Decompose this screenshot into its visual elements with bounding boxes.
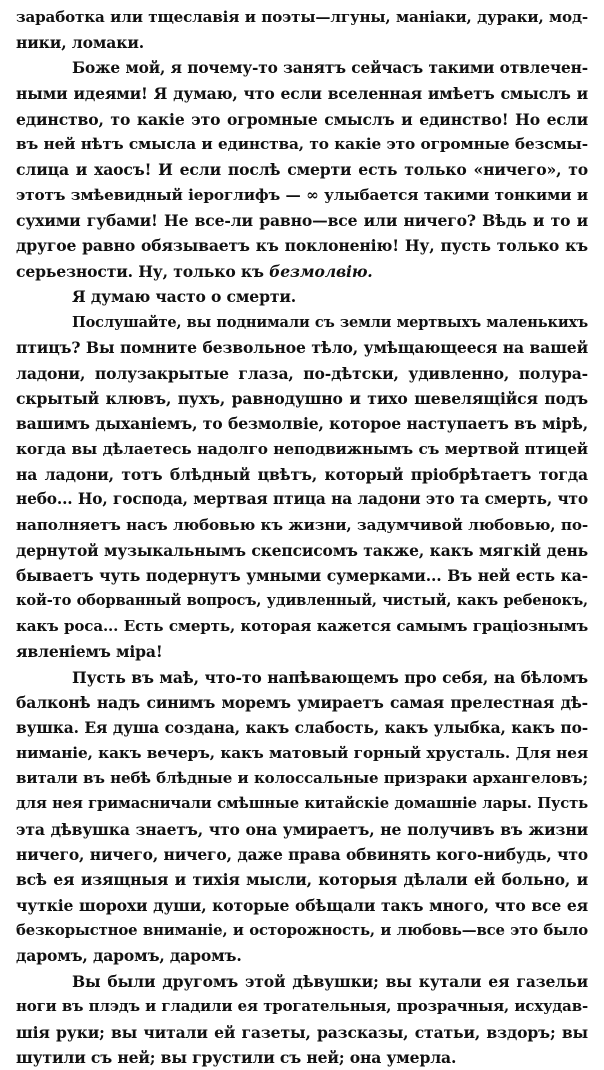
text-line: Пусть въ маѣ, что-то напѣвающемъ про себя, на бѣломъ — [72, 667, 588, 687]
text-line: другое равно обязываетъ къ поклоненію! Ну, пусть только къ — [16, 236, 588, 256]
text-line: ладони, полузакрытые глаза, по-дѣтски, удивленно, полура- — [16, 363, 588, 383]
text-line — [16, 259, 588, 284]
text-line: на ладони, тотъ блѣдный цвѣтъ, который пріобрѣтаетъ тогда — [16, 464, 588, 484]
text-line: дернутой музыкальнымъ скепсисомъ также, какъ мягкій день — [16, 540, 588, 560]
text-line: ниманіе, какъ вечеръ, какъ матовый горный хрусталь. Для нея — [16, 743, 588, 762]
text-line: бываетъ чуть подернутъ умными сумерками... Въ ней есть ка- — [16, 566, 588, 586]
text-line: эта дѣвушка знаетъ, что она умираетъ, не получивъ въ жизни — [16, 819, 588, 839]
text-line: въ ней нѣтъ смысла и единства, то какіе это огромные безсмы- — [16, 135, 588, 153]
text-line: единство, то какіе это огромные смыслъ и единство! Но если — [16, 109, 588, 129]
text-line: этотъ змѣевидный іероглифъ — ∞ улыбается такими тонкими и — [16, 185, 588, 204]
text-line: ными идеями! Я думаю, что если вселенная имѣетъ смыслъ и — [16, 84, 588, 104]
text-line: небо... Но, господа, мертвая птица на ладони это та смерть, что — [16, 490, 588, 509]
text-line: даромъ, даромъ, даромъ. — [16, 946, 242, 966]
text-line: вушка. Ея душа создана, какъ слабость, какъ улыбка, какъ по- — [16, 718, 588, 738]
text-line: Боже мой, я почему-то занятъ сейчасъ такими отвлечен- — [72, 59, 588, 78]
text-line: ничего, ничего, ничего, даже права обвинять кого-нибудь, что — [16, 844, 588, 864]
text-line: безкорыстное вниманіе, и осторожность, и любовь—все это было — [16, 920, 588, 939]
text-line: скрытый клювъ, пухъ, равнодушно и тихо шевелящійся подъ — [16, 389, 588, 408]
text-line: птицъ? Вы помните безвольное тѣло, умѣщающееся на вашей — [16, 338, 588, 358]
italic-word: безмолвію. — [269, 261, 373, 281]
text-line: когда вы дѣлаетесь надолго неподвижнымъ съ мертвой птицей — [16, 439, 588, 458]
text-line: Я думаю часто о смерти. — [72, 287, 297, 307]
text-line: шія руки; вы читали ей газеты, разсказы, статьи, вздоръ; вы — [16, 1022, 588, 1042]
text-line: Послушайте, вы поднимали съ земли мертвыхъ маленькихъ — [72, 314, 588, 332]
text-line: кой-то оборванный вопросъ, удивленный, чистый, какъ ребенокъ, — [16, 592, 588, 610]
text-line: чуткіе шорохи души, которые обѣщали такъ много, что все ея — [16, 895, 588, 915]
text-line: балконѣ надъ синимъ моремъ умираетъ самая прелестная дѣ- — [16, 693, 588, 713]
text-line: слица и хаосъ! И если послѣ смерти есть только «ничего», то — [16, 160, 588, 180]
text-line: всѣ ея изящныя и тихія мысли, которыя дѣлали ей больно, и — [16, 870, 588, 890]
text-line: вашимъ дыханіемъ, то безмолвіе, которое наступаетъ въ мірѣ, — [16, 414, 588, 434]
text-line: наполняетъ насъ любовью къ жизни, задумчивой любовью, по- — [16, 515, 588, 534]
text-line: ноги въ плэдъ и гладили ея трогательныя, прозрачныя, исхудав- — [16, 997, 588, 1016]
text-line: для нея гримасничали смѣшные китайскіе домашніе лары. Пусть — [16, 795, 588, 813]
text-line: Вы были другомъ этой дѣвушки; вы кутали ея газельи — [72, 971, 588, 991]
text-line: витали въ небѣ блѣдные и колоссальные призраки архангеловъ; — [16, 769, 588, 787]
text-line: шутили съ ней; вы грустили съ ней; она умерла. — [16, 1047, 457, 1067]
text-line: какъ роса... Есть смерть, которая кажется самымъ граціознымъ — [16, 616, 588, 635]
text-line: сухими губами! Не все-ли равно—все или ничего? Вѣдь и то и — [16, 210, 588, 230]
text-line: явленіемъ міра! — [16, 642, 163, 661]
text-line: ники, ломаки. — [16, 33, 145, 53]
text-segment: серьезности. Ну, только къ — [16, 261, 264, 281]
text-line: заработка или тщеславія и поэты—лгуны, маніаки, дураки, мод- — [16, 8, 588, 26]
